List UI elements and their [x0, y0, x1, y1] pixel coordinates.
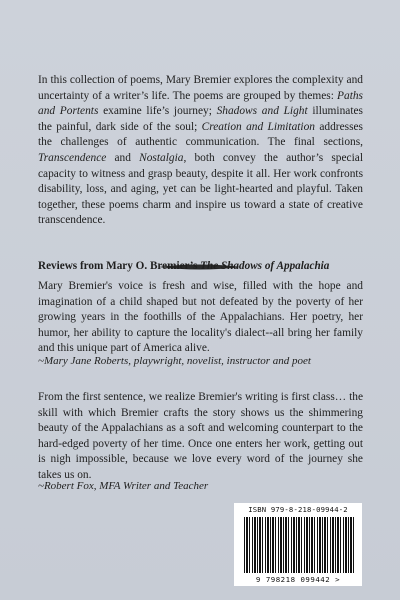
barcode-bars	[244, 517, 354, 573]
review-attribution: ~Mary Jane Roberts, playwright, novelist, instructor and poet	[38, 355, 311, 367]
review-attribution: ~Robert Fox, MFA Writer and Teacher	[38, 480, 209, 492]
barcode-digits: 9 798218 099442 >	[255, 575, 341, 584]
isbn-label: ISBN 979-8-218-09944-2	[248, 505, 348, 514]
intro-paragraph: In this collection of poems, Mary Bremier explores the complexity and uncertainty of a writer’s life. The poems are grouped by themes: Paths and Portents examine life’s journey; Shadows and Light illuminates the painful, dark side of the soul; Creation and Limitation addresses the challenges of authentic communication. The final sections, Transcendence and Nostalgia, both convey the author’s special capacity to witness and grasp beauty, despite it all. Her work confronts disability, loss, and aging, yet can be light-hearted and playful. Taken together, these poems charm and inspire us toward a state of creative transcendence.	[38, 74, 363, 227]
review-quote: Mary Bremier's voice is fresh and wise, filled with the hope and imagination of a child shaped but not defeated by the poverty of her growing years in the foothills of the Appalachians. Her poetry, her humor, her ability to capture the locality's dialect--all bring her family and this unique part of America alive.	[38, 280, 363, 355]
review-quote: From the first sentence, we realize Bremier's writing is first class… the skill with which Bremier crafts the story shows us the shimmering beauty of the Appalachians as a soft and welcoming counterpart to the hard-edged poverty of her time. Once one enters her work, getting out is nigh impossible, because we love every word of the journey she takes us on.	[38, 391, 363, 481]
isbn-barcode	[234, 503, 362, 586]
reviews-heading: Reviews from Mary O. Bremier’s The Shadows of Appalachia	[38, 260, 330, 272]
